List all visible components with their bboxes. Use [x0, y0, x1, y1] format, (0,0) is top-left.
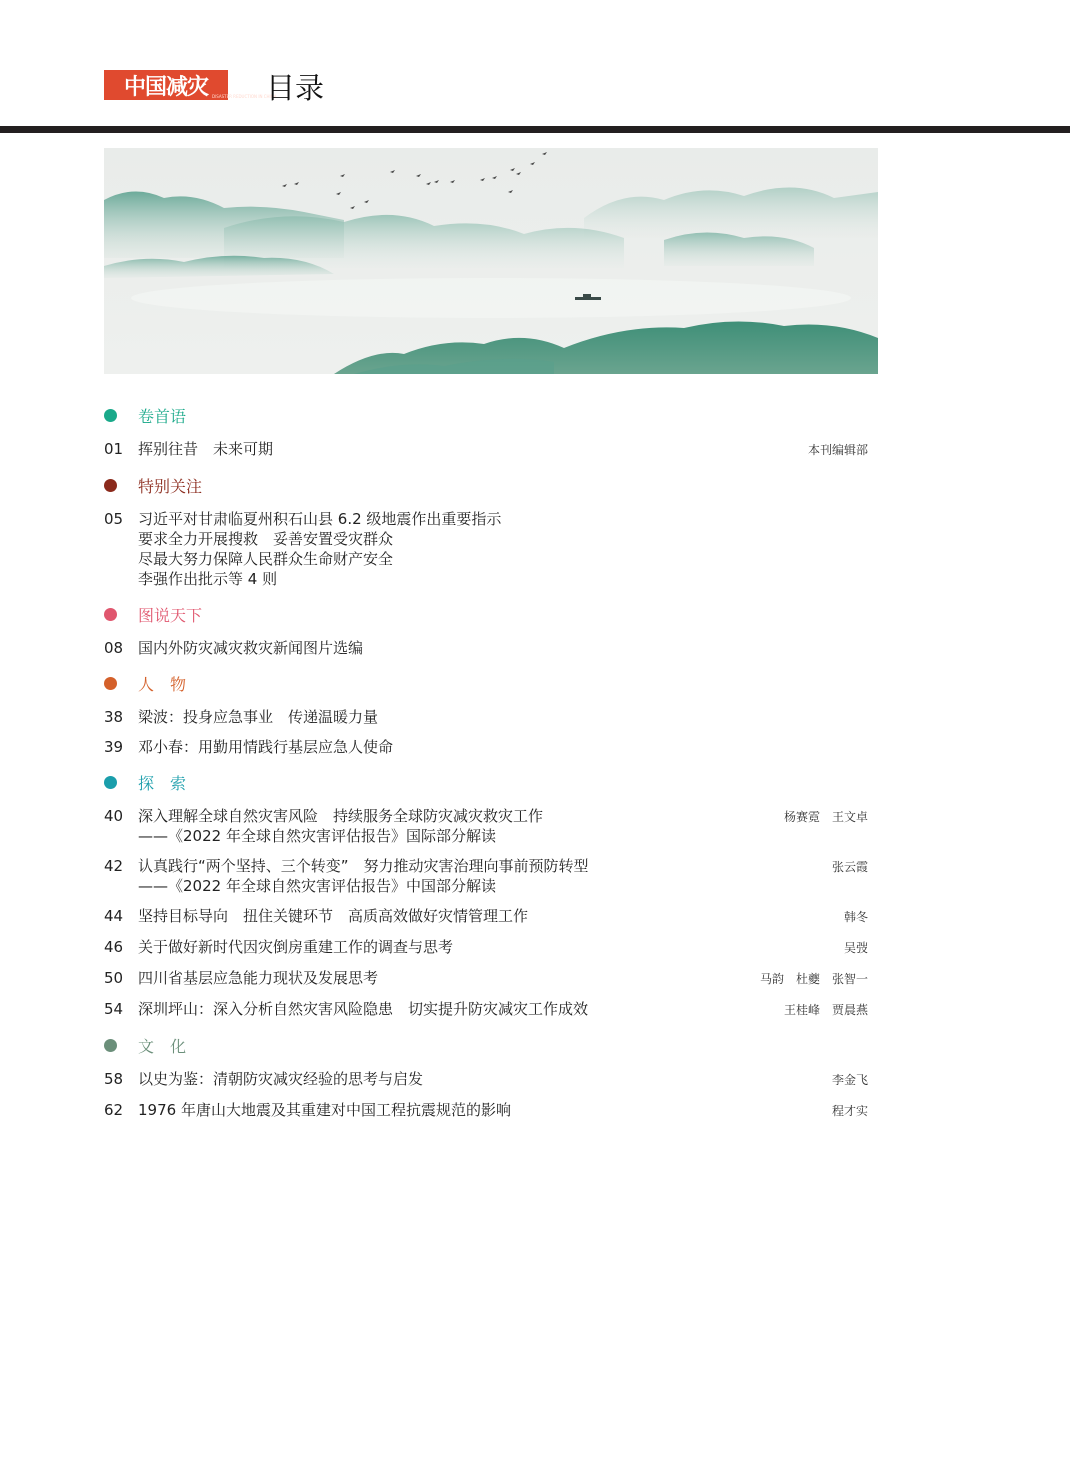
entry-page-number: 58 [104, 1070, 124, 1088]
section-title: 卷首语 [138, 406, 187, 426]
entry-page-number: 38 [104, 708, 124, 726]
entry-title-line: ——《2022 年全球自然灾害评估报告》国际部分解读 [138, 827, 496, 845]
entry-title-line: 关于做好新时代因灾倒房重建工作的调查与思考 [138, 938, 454, 956]
section-title: 文 化 [138, 1036, 187, 1056]
table-of-contents [104, 400, 868, 1131]
toc-entry[interactable] [104, 638, 868, 658]
section-title: 探 索 [138, 773, 187, 793]
entry-title-line: 深圳坪山：深入分析自然灾害风险隐患 切实提升防灾减灾工作成效 [138, 1000, 589, 1018]
entry-title-line: 习近平对甘肃临夏州积石山县 6.2 级地震作出重要指示 [138, 510, 502, 528]
entry-title-line: 认真践行“两个坚持、三个转变” 努力推动灾害治理向事前预防转型 [138, 857, 589, 875]
entry-title-line: 四川省基层应急能力现状及发展思考 [138, 969, 379, 987]
toc-entry[interactable] [104, 1069, 868, 1090]
entry-title-line: ——《2022 年全球自然灾害评估报告》中国部分解读 [138, 877, 496, 895]
entry-title [138, 1100, 832, 1120]
entry-title [138, 968, 760, 988]
toc-entry[interactable] [104, 856, 868, 896]
entry-title-line: 梁波：投身应急事业 传递温暖力量 [138, 708, 379, 726]
entry-title-line: 以史为鉴：清朝防灾减灾经验的思考与启发 [138, 1070, 424, 1088]
section-bullet-dot [104, 677, 117, 690]
entry-title [138, 439, 808, 459]
entry-page-number: 01 [104, 440, 124, 458]
entry-title-line: 要求全力开展搜救 妥善安置受灾群众 [138, 530, 394, 548]
toc-entry[interactable] [104, 999, 868, 1020]
entry-author: 张云霞 [831, 860, 868, 874]
toc-entry[interactable] [104, 707, 868, 727]
toc-entry[interactable] [104, 439, 868, 460]
toc-section-header [104, 767, 868, 797]
entry-title-line: 深入理解全球自然灾害风险 持续服务全球防灾减灾救灾工作 [138, 807, 544, 825]
toc-entry[interactable] [104, 509, 868, 589]
entry-title-line: 尽最大努力保障人民群众生命财产安全 [138, 550, 394, 568]
section-title: 特别关注 [138, 476, 203, 496]
section-bullet-dot [104, 776, 117, 789]
entry-author: 韩冬 [843, 910, 868, 924]
section-bullet-dot [104, 608, 117, 621]
entry-title [138, 937, 844, 957]
toc-entry[interactable] [104, 937, 868, 958]
entry-title [138, 906, 844, 926]
section-title: 图说天下 [138, 605, 203, 625]
toc-entry[interactable] [104, 968, 868, 989]
landscape-banner-image [104, 148, 878, 374]
section-title: 人 物 [138, 674, 187, 694]
magazine-logo [104, 70, 277, 100]
entry-title-line: 李强作出批示等 4 则 [138, 570, 278, 588]
entry-title [138, 509, 868, 589]
toc-section-header [104, 599, 868, 629]
page-title: 目录 [266, 71, 325, 105]
entry-title [138, 707, 868, 727]
toc-section-header [104, 668, 868, 698]
entry-page-number: 50 [104, 969, 124, 987]
entry-page-number: 39 [104, 738, 124, 756]
section-bullet-dot [104, 409, 117, 422]
entry-title [138, 1069, 832, 1089]
entry-page-number: 08 [104, 639, 124, 657]
entry-page-number: 62 [104, 1101, 124, 1119]
toc-section-header [104, 400, 868, 430]
entry-author: 程才实 [831, 1104, 868, 1118]
entry-title-line: 挥别往昔 未来可期 [138, 440, 274, 458]
entry-author: 李金飞 [831, 1073, 868, 1087]
entry-title-line: 坚持目标导向 扭住关键环节 高质高效做好灾情管理工作 [138, 907, 529, 925]
entry-page-number: 46 [104, 938, 124, 956]
entry-author: 马韵 杜夔 张智一 [759, 972, 868, 986]
entry-author: 吴弢 [843, 941, 868, 955]
entry-title-line: 1976 年唐山大地震及其重建对中国工程抗震规范的影响 [138, 1101, 511, 1119]
toc-entry[interactable] [104, 1100, 868, 1121]
toc-entry[interactable] [104, 737, 868, 757]
section-bullet-dot [104, 479, 117, 492]
entry-title [138, 999, 784, 1019]
entry-title [138, 806, 784, 846]
logo-text: 中国减灾 [123, 74, 208, 100]
entry-author: 杨赛霓 王文卓 [783, 810, 868, 824]
entry-page-number: 05 [104, 510, 124, 528]
entry-page-number: 42 [104, 857, 124, 875]
toc-entry[interactable] [104, 906, 868, 927]
header-rule [0, 126, 1070, 133]
entry-title [138, 638, 868, 658]
entry-title-line: 邓小春：用勤用情践行基层应急人使命 [138, 738, 394, 756]
section-bullet-dot [104, 1039, 117, 1052]
toc-section-header [104, 1030, 868, 1060]
toc-entry[interactable] [104, 806, 868, 846]
entry-author: 本刊编辑部 [807, 443, 868, 457]
entry-author: 王桂峰 贾晨燕 [783, 1003, 868, 1017]
entry-title [138, 856, 832, 896]
entry-page-number: 54 [104, 1000, 124, 1018]
entry-page-number: 44 [104, 907, 124, 925]
entry-title-line: 国内外防灾减灾救灾新闻图片选编 [138, 639, 364, 657]
entry-title [138, 737, 868, 757]
logo-subtitle: DISASTER REDUCTION IN CHINA [212, 94, 277, 99]
toc-section-header [104, 470, 868, 500]
entry-page-number: 40 [104, 807, 124, 825]
